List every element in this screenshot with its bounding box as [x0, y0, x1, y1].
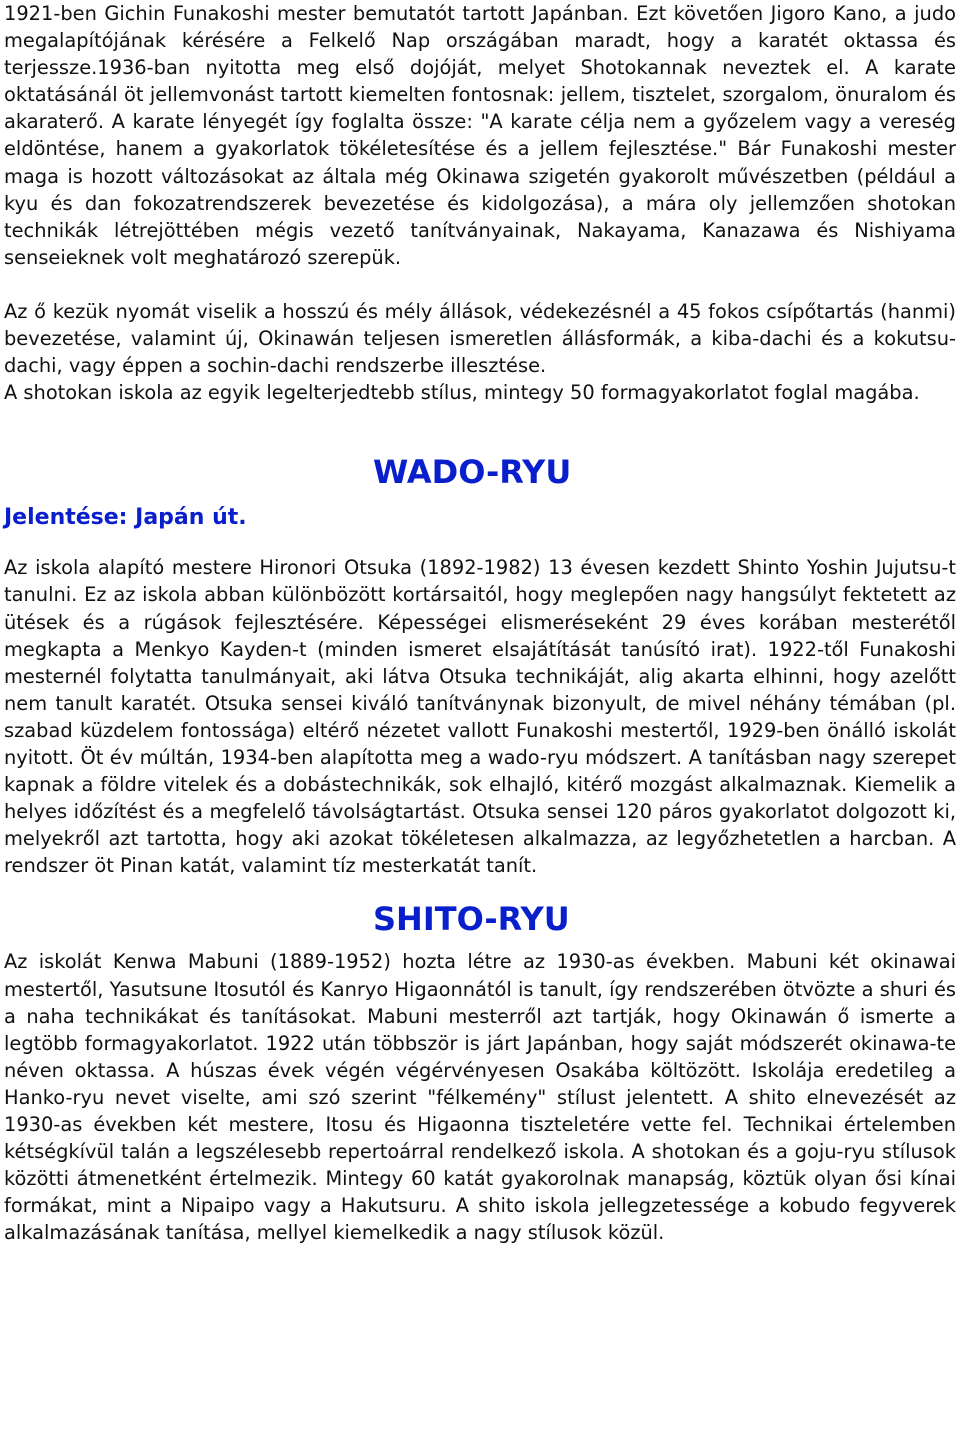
wado-ryu-meaning: Jelentése: Japán út. [4, 505, 247, 531]
wado-ryu-heading-row [4, 452, 956, 549]
shotokan-paragraph-3: A shotokan iskola az egyik legelterjedtebb stílus, mintegy 50 formagyakorlatot foglal magába. [4, 381, 920, 405]
wado-ryu-title: WADO-RYU [373, 453, 572, 492]
document-page [4, 0, 956, 1246]
shito-ryu-paragraph: Az iskolát Kenwa Mabuni (1889-1952) hozta létre az 1930-as években. Mabuni két okinawai mestertől, Yasutsune Itosutól és Kanryo Higaonnától is tanult, így rendszerében ötvözte a shuri és a naha technikákat és tanításokat. Mabuni mesterről azt tartják, hogy Okinawán ő ismerte a legtöbb formagyakorlatot. 1922 után többször is járt Japánban, hogy saját módszerét okinawa-te néven oktassa. A húszas évek végén végérvényesen Osakába költözött. Iskolája eredetileg a Hanko-ryu nevet viselte, ami szó szerint "félkemény" stílust jelentett. A shito elnevezését az 1930-as években két mestere, Itosu és Higaonna tiszteletére vette fel. Technikai értelemben kétségkívül talán a legszélesebb repertoárral rendelkező iskola. A shotokan és a goju-ryu stílusok közötti átmenetként értelmezik. Mintegy 60 katát gyakorolnak manapság, köztük olyan ősi kínai formákat, mint a Nipaipo vagy a Hakutsuru. A shito iskola jellegzetessége a kobudo fegyverek alkalmazásának tanítása, mellyel kiemelkedik a nagy stílusok közül. [4, 950, 956, 1245]
wado-ryu-paragraph: Az iskola alapító mestere Hironori Otsuka (1892-1982) 13 évesen kezdett Shinto Yoshin Jujutsu-t tanulni. Ez az iskola abban különbözött kortársaitól, hogy meglepően nagy hangsúlyt fektetett az ütések és a rúgások fejlesztésére. Képességei elismeréseként 29 éves korában mesterétől megkapta a Menkyo Kayden-t (minden ismeret elsajátítását tanúsító irat). 1922-től Funakoshi mesternél folytatta tanulmányait, aki látva Otsuka technikáját, alig akarta elhinni, hogy azelőtt nem tanult karatét. Otsuka sensei kiváló tanítványnak bizonyult, de mivel néhány témában (pl. szabad küzdelem fontossága) eltérő nézetet vallott Funakoshi mestertől, 1929-ben önálló iskolát nyitott. Öt év múltán, 1934-ben alapította meg a wado-ryu módszert. A tanításban nagy szerepet kapnak a földre vitelek és a dobástechnikák, sok elhajló, kitérő mozgást alkalmaznak. Kiemelik a helyes időzítést és a megfelelő távolságtartást. Otsuka sensei 120 páros gyakorlatot dolgozott ki, melyekről azt tartotta, hogy aki azokat tökéletesen alkalmazza, az legyőzhetetlen a harcban. A rendszer öt Pinan katát, valamint tíz mesterkatát tanít. [4, 556, 956, 878]
shito-ryu-title: SHITO-RYU [373, 900, 570, 939]
paragraph-spacer [4, 271, 956, 298]
shotokan-paragraph-1: 1921-ben Gichin Funakoshi mester bemutatót tartott Japánban. Ezt követően Jigoro Kano, a judo megalapítójának kérésére a Felkelő Nap országában maradt, hogy a karatét oktassa és terjessze.1936-ban nyitotta meg első dojóját, melyet Shotokannak neveztek el. A karate oktatásánál öt jellemvonást tartott kiemelten fontosnak: jellem, tisztelet, szorgalom, önuralom és akaraterő. A karate lényegét így foglalta össze: "A karate célja nem a győzelem vagy a vereség eldöntése, hanem a gyakorlatok tökéletesítése és a jellem fejlesztése." Bár Funakoshi mester maga is hozott változásokat az általa még Okinawa szigetén gyakorolt művészetben (például a kyu és dan fokozatrendszerek bevezetése és kidolgozása), a mára oly jellemzően shotokan technikák létrejöttében mégis vezető tanítványainak, Nakayama, Kanazawa és Nishiyama senseieknek volt meghatározó szerepük. [4, 2, 956, 269]
shotokan-paragraph-2: Az ő kezük nyomát viselik a hosszú és mély állások, védekezésnél a 45 fokos csípőtartás (hanmi) bevezetése, valamint új, Okinawán teljesen ismeretlen állásformák, a kiba-dachi és a kokutsu-dachi, vagy éppen a sochin-dachi rendszerbe illesztése. [4, 299, 956, 378]
shito-ryu-heading-row [4, 879, 956, 948]
section-spacer [4, 406, 956, 452]
